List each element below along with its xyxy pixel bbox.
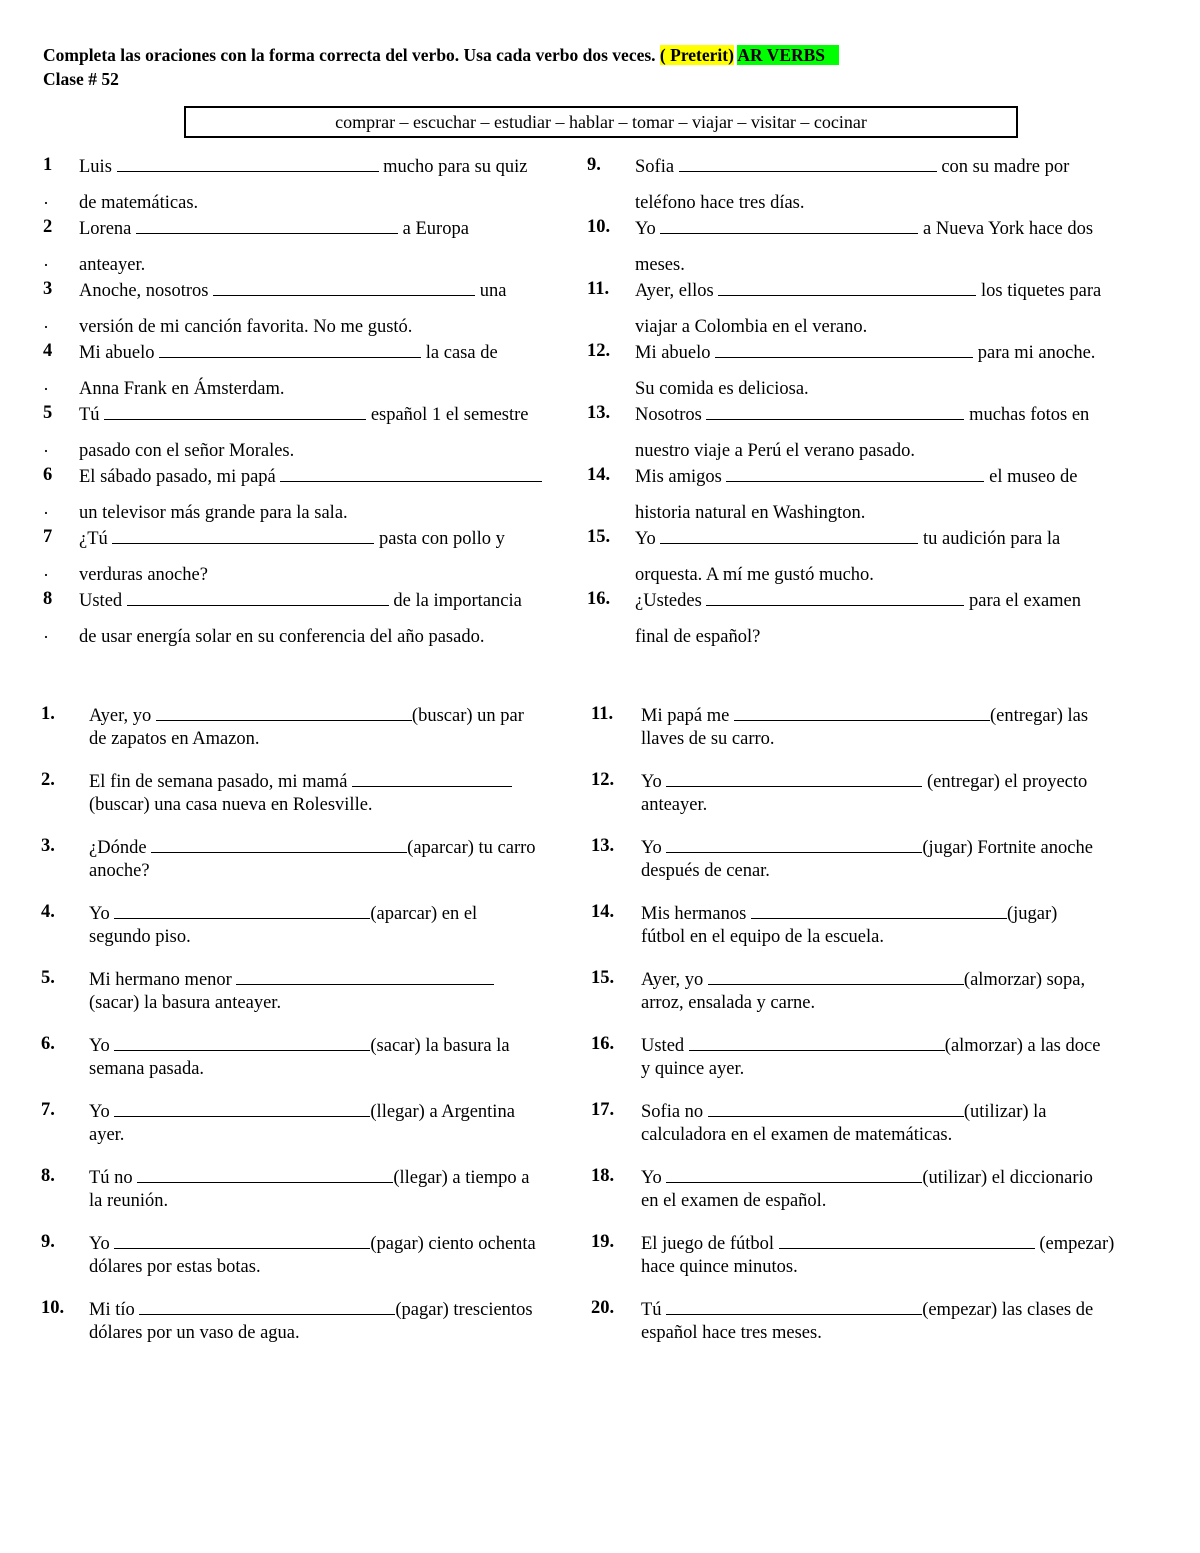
bullet-dot: · [43, 255, 49, 275]
item-text-end: (llegar) a tiempo a [393, 1168, 530, 1188]
item-number: 4 [43, 341, 53, 361]
item-line-1 [79, 401, 529, 427]
item-text-end: para mi anoche. [977, 343, 1096, 363]
bullet-dot: · [43, 193, 49, 213]
answer-blank[interactable] [213, 277, 475, 296]
answer-blank[interactable] [706, 401, 964, 420]
item-line-2: y quince ayer. [641, 1059, 745, 1079]
answer-blank[interactable] [114, 1098, 370, 1117]
answer-blank[interactable] [660, 525, 918, 544]
item-number: 6 [43, 465, 53, 485]
answer-blank[interactable] [114, 1230, 370, 1249]
answer-blank[interactable] [104, 401, 366, 420]
item-line-1 [79, 525, 505, 551]
item-text-start: Mis hermanos [641, 904, 747, 924]
item-line-1 [641, 1296, 1093, 1322]
item-line-2: teléfono hace tres días. [635, 193, 805, 213]
item-text-end: con su madre por [941, 157, 1070, 177]
worksheet-header [43, 43, 839, 91]
item-number: 19. [591, 1232, 615, 1252]
item-number: 2. [41, 770, 55, 790]
item-line-1 [79, 277, 506, 303]
word-bank: comprar – escuchar – estudiar – hablar – tomar – viajar – visitar – cocinar [184, 106, 1018, 138]
item-line-2: pasado con el señor Morales. [79, 441, 295, 461]
item-text-start: Sofia [635, 157, 675, 177]
item-line-2: después de cenar. [641, 861, 770, 881]
item-text-start: Tú no [89, 1168, 133, 1188]
item-text-start: ¿Tú [79, 529, 108, 549]
item-text-end: (jugar) Fortnite anoche [922, 838, 1093, 858]
item-line-1 [89, 900, 477, 926]
item-number: 15. [591, 968, 615, 988]
answer-blank[interactable] [708, 1098, 964, 1117]
item-line-1 [79, 587, 522, 613]
item-text-start: Yo [641, 838, 662, 858]
item-line-2: orquesta. A mí me gustó mucho. [635, 565, 874, 585]
item-text-start: Yo [89, 1234, 110, 1254]
class-number: Clase # 52 [43, 69, 119, 89]
item-line-2: nuestro viaje a Perú el verano pasado. [635, 441, 915, 461]
answer-blank[interactable] [708, 966, 964, 985]
item-line-1 [641, 1032, 1100, 1058]
item-line-1 [89, 1032, 510, 1058]
item-text-end: a Europa [402, 219, 469, 239]
answer-blank[interactable] [751, 900, 1007, 919]
item-line-2: en el examen de español. [641, 1191, 827, 1211]
item-line-2: historia natural en Washington. [635, 503, 866, 523]
item-number: 9. [587, 155, 601, 175]
item-text-start: El fin de semana pasado, mi mamá [89, 772, 348, 792]
item-text-end: (entregar) el proyecto [922, 772, 1088, 792]
answer-blank[interactable] [718, 277, 976, 296]
item-line-1 [89, 768, 512, 794]
answer-blank[interactable] [779, 1230, 1035, 1249]
item-line-1 [79, 153, 528, 179]
item-text-start: Yo [641, 772, 662, 792]
item-text-end: (buscar) un par [411, 706, 524, 726]
answer-blank[interactable] [156, 702, 412, 721]
item-number: 13. [587, 403, 611, 423]
item-line-1 [641, 834, 1093, 860]
item-text-start: ¿Dónde [89, 838, 147, 858]
bullet-dot: · [43, 503, 49, 523]
item-text-end: (utilizar) el diccionario [922, 1168, 1093, 1188]
item-number: 14. [591, 902, 615, 922]
item-text-end: (pagar) trescientos [395, 1300, 533, 1320]
item-text-end: los tiquetes para [980, 281, 1102, 301]
item-line-2: semana pasada. [89, 1059, 205, 1079]
item-line-2: de usar energía solar en su conferencia del año pasado. [79, 627, 485, 647]
answer-blank[interactable] [666, 768, 922, 787]
item-line-1 [635, 587, 1081, 613]
item-text-start: Mi tío [89, 1300, 135, 1320]
item-text-end: de la importancia [393, 591, 522, 611]
item-number: 3 [43, 279, 53, 299]
item-number: 10. [587, 217, 611, 237]
item-line-1 [641, 1098, 1047, 1124]
ar-verbs-tag: AR VERBS [737, 45, 839, 65]
item-text-start: Lorena [79, 219, 132, 239]
answer-blank[interactable] [112, 525, 374, 544]
item-number: 6. [41, 1034, 55, 1054]
item-text-start: Yo [635, 219, 656, 239]
item-line-2: llaves de su carro. [641, 729, 775, 749]
item-text-end: (pagar) ciento ochenta [370, 1234, 536, 1254]
item-text-end: (almorzar) a las doce [944, 1036, 1101, 1056]
item-text-end: español 1 el semestre [370, 405, 529, 425]
item-line-2: arroz, ensalada y carne. [641, 993, 816, 1013]
item-number: 5. [41, 968, 55, 988]
item-number: 20. [591, 1298, 615, 1318]
item-line-2: Su comida es deliciosa. [635, 379, 809, 399]
item-number: 18. [591, 1166, 615, 1186]
item-line-1 [635, 525, 1060, 551]
item-line-2: segundo piso. [89, 927, 191, 947]
item-text-start: Ayer, yo [641, 970, 704, 990]
item-text-end: tu audición para la [923, 529, 1061, 549]
item-line-2: (buscar) una casa nueva en Rolesville. [89, 795, 373, 815]
item-text-end: a Nueva York hace dos [923, 219, 1094, 239]
bullet-dot: · [43, 317, 49, 337]
item-number: 14. [587, 465, 611, 485]
item-line-1 [641, 702, 1088, 728]
item-number: 4. [41, 902, 55, 922]
item-text-start: Usted [641, 1036, 685, 1056]
answer-blank[interactable] [137, 1164, 393, 1183]
answer-blank[interactable] [236, 966, 494, 985]
item-text-start: ¿Ustedes [635, 591, 702, 611]
bullet-dot: · [43, 565, 49, 585]
item-text-start: Usted [79, 591, 123, 611]
item-number: 10. [41, 1298, 65, 1318]
item-number: 1. [41, 704, 55, 724]
item-line-1 [641, 1230, 1114, 1256]
item-text-end: muchas fotos en [969, 405, 1090, 425]
item-text-start: El juego de fútbol [641, 1234, 775, 1254]
answer-blank[interactable] [280, 463, 542, 482]
item-number: 13. [591, 836, 615, 856]
item-number: 17. [591, 1100, 615, 1120]
item-text-end: (aparcar) en el [370, 904, 478, 924]
item-text-end: pasta con pollo y [379, 529, 505, 549]
answer-blank[interactable] [706, 587, 964, 606]
answer-blank[interactable] [666, 1296, 922, 1315]
item-number: 1 [43, 155, 53, 175]
answer-blank[interactable] [352, 768, 512, 787]
item-number: 12. [591, 770, 615, 790]
item-number: 16. [587, 589, 611, 609]
item-text-start: Anoche, nosotros [79, 281, 209, 301]
item-text-start: Yo [89, 1102, 110, 1122]
answer-blank[interactable] [726, 463, 984, 482]
item-line-1 [635, 153, 1069, 179]
answer-blank[interactable] [114, 1032, 370, 1051]
item-line-2: Anna Frank en Ámsterdam. [79, 379, 285, 399]
item-line-1 [635, 463, 1077, 489]
item-text-end: (empezar) las clases de [922, 1300, 1094, 1320]
answer-blank[interactable] [151, 834, 407, 853]
item-line-2: verduras anoche? [79, 565, 208, 585]
item-line-2: (sacar) la basura anteayer. [89, 993, 282, 1013]
item-text-start: Ayer, yo [89, 706, 152, 726]
item-line-1 [89, 1230, 536, 1256]
item-text-end: (entregar) las [990, 706, 1089, 726]
item-text-start: Sofia no [641, 1102, 704, 1122]
item-number: 16. [591, 1034, 615, 1054]
item-text-start: Yo [89, 1036, 110, 1056]
item-line-2: dólares por estas botas. [89, 1257, 261, 1277]
item-text-start: Mi hermano menor [89, 970, 232, 990]
item-line-2: final de español? [635, 627, 761, 647]
item-line-2: meses. [635, 255, 685, 275]
item-number: 8 [43, 589, 53, 609]
item-line-1 [641, 1164, 1093, 1190]
answer-blank[interactable] [715, 339, 973, 358]
item-text-start: El sábado pasado, mi papá [79, 467, 276, 487]
bullet-dot: · [43, 379, 49, 399]
item-line-2: hace quince minutos. [641, 1257, 798, 1277]
item-line-2: anteayer. [641, 795, 708, 815]
item-text-end: (llegar) a Argentina [370, 1102, 515, 1122]
item-line-1 [641, 768, 1087, 794]
item-text-start: Mis amigos [635, 467, 722, 487]
item-text-end: para el examen [969, 591, 1082, 611]
answer-blank[interactable] [117, 153, 379, 172]
item-text-end: la casa de [425, 343, 498, 363]
item-text-start: Ayer, ellos [635, 281, 714, 301]
answer-blank[interactable] [159, 339, 421, 358]
answer-blank[interactable] [660, 215, 918, 234]
item-number: 5 [43, 403, 53, 423]
answer-blank[interactable] [689, 1032, 945, 1051]
item-line-2: un televisor más grande para la sala. [79, 503, 348, 523]
item-line-2: fútbol en el equipo de la escuela. [641, 927, 884, 947]
item-line-2: español hace tres meses. [641, 1323, 822, 1343]
item-line-1 [89, 1164, 529, 1190]
item-text-end: mucho para su quiz [383, 157, 528, 177]
item-text-start: Yo [641, 1168, 662, 1188]
item-text-start: Mi papá me [641, 706, 730, 726]
item-text-end: (aparcar) tu carro [407, 838, 536, 858]
answer-blank[interactable] [666, 1164, 922, 1183]
item-text-start: Yo [89, 904, 110, 924]
item-line-1 [79, 463, 542, 489]
item-line-2: de matemáticas. [79, 193, 199, 213]
item-line-2: de zapatos en Amazon. [89, 729, 260, 749]
item-line-2: anteayer. [79, 255, 146, 275]
item-text-end: (almorzar) sopa, [963, 970, 1086, 990]
item-number: 7 [43, 527, 53, 547]
item-line-2: anoche? [89, 861, 150, 881]
item-line-2: ayer. [89, 1125, 125, 1145]
item-line-1 [635, 401, 1089, 427]
item-text-end: (empezar) [1034, 1234, 1115, 1254]
item-line-1 [79, 215, 469, 241]
item-line-1 [635, 215, 1093, 241]
item-number: 15. [587, 527, 611, 547]
item-number: 12. [587, 341, 611, 361]
item-line-2: versión de mi canción favorita. No me gustó. [79, 317, 413, 337]
item-text-end: (sacar) la basura la [370, 1036, 510, 1056]
item-line-1 [79, 339, 498, 365]
instruction-line [43, 43, 839, 67]
item-line-2: la reunión. [89, 1191, 169, 1211]
item-text-end: una [479, 281, 507, 301]
item-line-2: calculadora en el examen de matemáticas. [641, 1125, 953, 1145]
item-line-2: dólares por un vaso de agua. [89, 1323, 300, 1343]
item-line-1 [89, 966, 494, 992]
item-text-start: Tú [641, 1300, 662, 1320]
instruction-text: Completa las oraciones con la forma correcta del verbo. Usa cada verbo dos veces. [43, 45, 656, 65]
item-text-end: (utilizar) la [963, 1102, 1047, 1122]
item-text-end: el museo de [989, 467, 1078, 487]
item-number: 9. [41, 1232, 55, 1252]
item-number: 3. [41, 836, 55, 856]
item-text-start: Mi abuelo [635, 343, 711, 363]
answer-blank[interactable] [127, 587, 389, 606]
item-line-1 [635, 339, 1095, 365]
answer-blank[interactable] [679, 153, 937, 172]
item-line-2: viajar a Colombia en el verano. [635, 317, 868, 337]
item-number: 8. [41, 1166, 55, 1186]
answer-blank[interactable] [734, 702, 990, 721]
item-text-start: Mi abuelo [79, 343, 155, 363]
item-line-1 [89, 1098, 515, 1124]
preterit-tag: ( Preterit) [659, 45, 734, 65]
answer-blank[interactable] [666, 834, 922, 853]
item-line-1 [89, 702, 524, 728]
item-line-1 [89, 834, 536, 860]
answer-blank[interactable] [114, 900, 370, 919]
item-line-1 [89, 1296, 533, 1322]
item-text-start: Yo [635, 529, 656, 549]
item-line-1 [641, 966, 1085, 992]
bullet-dot: · [43, 627, 49, 647]
item-line-1 [641, 900, 1057, 926]
item-number: 2 [43, 217, 53, 237]
item-line-1 [635, 277, 1101, 303]
item-number: 11. [591, 704, 614, 724]
item-text-start: Nosotros [635, 405, 702, 425]
item-number: 11. [587, 279, 610, 299]
item-text-start: Tú [79, 405, 100, 425]
item-text-start: Luis [79, 157, 112, 177]
bullet-dot: · [43, 441, 49, 461]
item-text-end: (jugar) [1006, 904, 1058, 924]
answer-blank[interactable] [136, 215, 398, 234]
answer-blank[interactable] [139, 1296, 395, 1315]
item-number: 7. [41, 1100, 55, 1120]
